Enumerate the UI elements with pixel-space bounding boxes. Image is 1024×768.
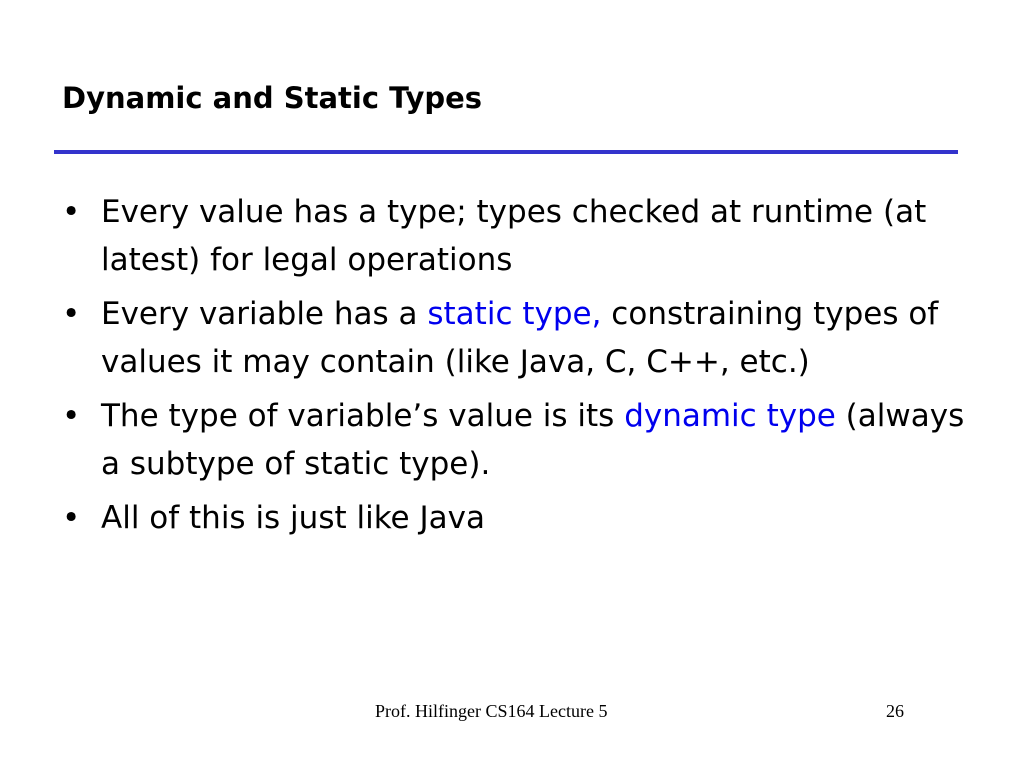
bullet-marker: • <box>62 194 81 230</box>
slide-title: Dynamic and Static Types <box>62 81 483 115</box>
bullet-marker: • <box>62 500 81 536</box>
bullet-item-2 <box>62 290 992 386</box>
title-underline <box>54 150 958 154</box>
bullet-text: Every value has a type; types checked at runtime (at latest) for legal operations <box>101 194 927 278</box>
bullet-item-4 <box>62 494 992 542</box>
bullet-text: (always a subtype of static type). <box>101 398 965 482</box>
bullet-item-3 <box>62 392 992 488</box>
highlighted-term-static-type: static type, <box>427 296 602 332</box>
footer-text: Prof. Hilfinger CS164 Lecture 5 <box>375 701 608 721</box>
bullet-item-1 <box>62 188 992 284</box>
bullet-marker: • <box>62 296 81 332</box>
page-number: 26 <box>886 701 904 721</box>
highlighted-term-dynamic-type: dynamic type <box>624 398 836 434</box>
bullet-text: The type of variable’s value is its <box>101 398 625 434</box>
bullet-list <box>62 188 992 548</box>
bullet-text: All of this is just like Java <box>101 500 485 536</box>
bullet-marker: • <box>62 398 81 434</box>
bullet-text: constraining types of values it may contain (like Java, C, C++, etc.) <box>101 296 939 380</box>
bullet-text: Every variable has a <box>101 296 428 332</box>
